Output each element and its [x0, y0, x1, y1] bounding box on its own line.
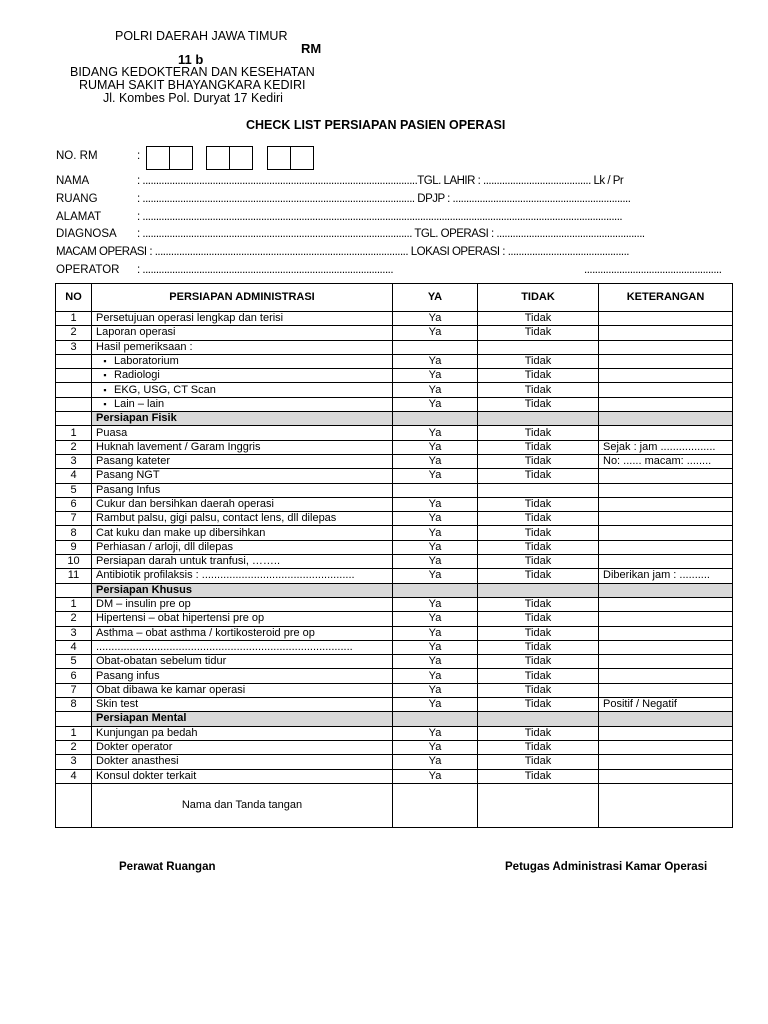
- signature-tidak-cell[interactable]: [478, 783, 599, 827]
- row-item-text: EKG, USG, CT Scan: [114, 383, 216, 396]
- table-row: [56, 326, 733, 340]
- row-ya-option[interactable]: Ya: [393, 454, 478, 468]
- row-tidak-option[interactable]: Tidak: [478, 426, 599, 440]
- row-item: [92, 354, 393, 368]
- row-tidak-option[interactable]: Tidak: [478, 597, 599, 611]
- diagnosa-label: DIAGNOSA: [56, 228, 117, 240]
- row-tidak-option[interactable]: Tidak: [478, 555, 599, 569]
- row-keterangan[interactable]: [599, 526, 733, 540]
- table-row: [56, 540, 733, 554]
- row-keterangan[interactable]: [599, 555, 733, 569]
- nama-value[interactable]: : ......................................................................................................TGL. LAHIR : ........................................ Lk / Pr: [137, 175, 624, 187]
- row-item: [92, 626, 393, 640]
- row-no: 1: [56, 597, 92, 611]
- row-tidak-option[interactable]: [478, 483, 599, 497]
- header-no: NO: [56, 284, 92, 312]
- row-tidak-option[interactable]: Tidak: [478, 526, 599, 540]
- table-row: [56, 726, 733, 740]
- row-item: [92, 312, 393, 326]
- row-tidak-option[interactable]: Tidak: [478, 397, 599, 411]
- row-tidak-option[interactable]: Tidak: [478, 383, 599, 397]
- row-item: [92, 597, 393, 611]
- row-item-text: Radiologi: [114, 369, 160, 382]
- row-item-text: Antibiotik profilaksis : ..................................................: [96, 569, 355, 582]
- section-ket-cell: [599, 412, 733, 426]
- table-row: [56, 555, 733, 569]
- table-row: [56, 698, 733, 712]
- row-tidak-option[interactable]: Tidak: [478, 740, 599, 754]
- row-tidak-option[interactable]: Tidak: [478, 497, 599, 511]
- row-ya-option[interactable]: Ya: [393, 597, 478, 611]
- signature-label: Nama dan Tanda tangan: [92, 783, 393, 827]
- row-no: 3: [56, 626, 92, 640]
- no-rm-label: NO. RM: [56, 150, 98, 162]
- field-macam-operasi[interactable]: [56, 246, 732, 262]
- row-ya-option[interactable]: Ya: [393, 683, 478, 697]
- row-ya-option[interactable]: Ya: [393, 469, 478, 483]
- table-row: [56, 440, 733, 454]
- row-item-text: Konsul dokter terkait: [96, 769, 197, 782]
- row-no: 1: [56, 312, 92, 326]
- table-row: [56, 454, 733, 468]
- row-ya-option[interactable]: Ya: [393, 497, 478, 511]
- row-keterangan[interactable]: [599, 497, 733, 511]
- org-name-bidang: BIDANG KEDOKTERAN DAN KESEHATAN: [70, 65, 315, 79]
- row-item-text: Obat dibawa ke kamar operasi: [96, 683, 246, 696]
- row-no: 2: [56, 440, 92, 454]
- table-row: [56, 683, 733, 697]
- rm-box-group-3[interactable]: [267, 146, 314, 170]
- row-item-text: Pasang infus: [96, 669, 160, 682]
- row-item-text: Pasang NGT: [96, 469, 160, 482]
- row-tidak-option[interactable]: Tidak: [478, 612, 599, 626]
- row-item: [92, 454, 393, 468]
- section-no-cell: [56, 412, 92, 426]
- section-no-cell: [56, 583, 92, 597]
- section-ya-cell: [393, 412, 478, 426]
- table-row: [56, 497, 733, 511]
- row-tidak-option[interactable]: Tidak: [478, 769, 599, 783]
- row-item-text: Pasang kateter: [96, 455, 170, 468]
- row-no: 8: [56, 526, 92, 540]
- row-item-text: Pasang Infus: [96, 483, 161, 496]
- row-keterangan[interactable]: [599, 540, 733, 554]
- row-keterangan[interactable]: [599, 683, 733, 697]
- row-keterangan[interactable]: [599, 640, 733, 654]
- row-no: 6: [56, 669, 92, 683]
- row-tidak-option[interactable]: Tidak: [478, 512, 599, 526]
- row-item: [92, 326, 393, 340]
- row-no: [56, 354, 92, 368]
- bullet-icon: ▪: [103, 384, 107, 395]
- row-keterangan[interactable]: [599, 397, 733, 411]
- row-item: [92, 683, 393, 697]
- signature-ya-cell[interactable]: [393, 783, 478, 827]
- rm-box-group-2[interactable]: [206, 146, 253, 170]
- section-ket-cell: [599, 712, 733, 726]
- row-keterangan[interactable]: [599, 340, 733, 354]
- row-keterangan[interactable]: [599, 755, 733, 769]
- table-row: [56, 354, 733, 368]
- row-tidak-option[interactable]: Tidak: [478, 440, 599, 454]
- row-keterangan[interactable]: [599, 369, 733, 383]
- row-item: [92, 383, 393, 397]
- row-item: [92, 655, 393, 669]
- row-item: [92, 440, 393, 454]
- row-item-text: Hipertensi – obat hipertensi pre op: [96, 612, 265, 625]
- row-item: [92, 669, 393, 683]
- row-no: 7: [56, 683, 92, 697]
- row-tidak-option[interactable]: Tidak: [478, 698, 599, 712]
- section-ya-cell: [393, 583, 478, 597]
- alamat-label: ALAMAT: [56, 211, 102, 223]
- row-item: [92, 426, 393, 440]
- operator-value[interactable]: : .............................................................................................: [137, 264, 394, 276]
- row-tidak-option[interactable]: Tidak: [478, 369, 599, 383]
- row-item-text: Dokter operator: [96, 741, 173, 754]
- row-keterangan[interactable]: [599, 512, 733, 526]
- table-row: [56, 769, 733, 783]
- row-keterangan[interactable]: [599, 383, 733, 397]
- section-header-row: [56, 583, 733, 597]
- row-ya-option[interactable]: Ya: [393, 369, 478, 383]
- row-no: 4: [56, 469, 92, 483]
- row-item: [92, 483, 393, 497]
- checklist-table: [55, 283, 733, 828]
- row-keterangan[interactable]: [599, 312, 733, 326]
- row-tidak-option[interactable]: Tidak: [478, 640, 599, 654]
- row-item: [92, 740, 393, 754]
- row-tidak-option[interactable]: Tidak: [478, 326, 599, 340]
- row-item: [92, 540, 393, 554]
- row-no: [56, 397, 92, 411]
- table-header-row: [56, 284, 733, 312]
- alamat-value[interactable]: : ..................................................................................................................................................................................: [137, 211, 623, 223]
- row-keterangan[interactable]: No: ...... macam: ........: [599, 454, 733, 468]
- row-ya-option[interactable]: Ya: [393, 555, 478, 569]
- table-row: [56, 397, 733, 411]
- row-tidak-option[interactable]: Tidak: [478, 540, 599, 554]
- rm-box-group-1[interactable]: [146, 146, 193, 170]
- row-item: [92, 469, 393, 483]
- field-nama[interactable]: [56, 175, 732, 191]
- table-row: [56, 426, 733, 440]
- header-persiapan: PERSIAPAN ADMINISTRASI: [92, 284, 393, 312]
- section-header-row: [56, 412, 733, 426]
- row-no: 5: [56, 483, 92, 497]
- row-tidak-option[interactable]: Tidak: [478, 726, 599, 740]
- signature-row: [56, 783, 733, 827]
- row-item-text: Cukur dan bersihkan daerah operasi: [96, 498, 274, 510]
- row-no: 4: [56, 769, 92, 783]
- row-no: 9: [56, 540, 92, 554]
- section-title: Persiapan Khusus: [92, 583, 393, 597]
- row-keterangan[interactable]: [599, 426, 733, 440]
- rm-label: RM: [301, 41, 322, 56]
- rm-number: 11 b: [178, 52, 204, 67]
- table-row: [56, 469, 733, 483]
- row-keterangan[interactable]: [599, 655, 733, 669]
- bullet-icon: ▪: [103, 398, 107, 409]
- row-item-text: Puasa: [96, 426, 128, 439]
- row-ya-option[interactable]: Ya: [393, 426, 478, 440]
- section-title: Persiapan Mental: [92, 712, 393, 726]
- row-keterangan[interactable]: [599, 740, 733, 754]
- row-item: [92, 640, 393, 654]
- row-ya-option[interactable]: Ya: [393, 740, 478, 754]
- row-no: 2: [56, 612, 92, 626]
- row-no: 2: [56, 740, 92, 754]
- page-title: CHECK LIST PERSIAPAN PASIEN OPERASI: [246, 118, 506, 132]
- operator-label: OPERATOR: [56, 264, 120, 276]
- row-ya-option[interactable]: Ya: [393, 512, 478, 526]
- row-ya-option[interactable]: Ya: [393, 626, 478, 640]
- footer-perawat: Perawat Ruangan: [119, 861, 216, 873]
- table-row: [56, 383, 733, 397]
- row-ya-option[interactable]: Ya: [393, 755, 478, 769]
- diagnosa-value[interactable]: : .................................................................................................... TGL. OPERASI : .......................................................: [137, 228, 645, 240]
- row-item: [92, 755, 393, 769]
- row-tidak-option[interactable]: Tidak: [478, 454, 599, 468]
- table-row: [56, 369, 733, 383]
- table-row: [56, 340, 733, 354]
- row-item-text: Hasil pemeriksaan :: [96, 340, 193, 353]
- row-tidak-option[interactable]: Tidak: [478, 312, 599, 326]
- table-row: [56, 569, 733, 583]
- footer-petugas: Petugas Administrasi Kamar Operasi: [505, 861, 708, 873]
- row-no: 3: [56, 755, 92, 769]
- row-item: [92, 612, 393, 626]
- ruang-value[interactable]: : ..................................................................................................... DPJP : ..................................................................: [137, 193, 631, 205]
- bullet-icon: ▪: [103, 370, 107, 381]
- table-row: [56, 483, 733, 497]
- row-item: [92, 397, 393, 411]
- section-ket-cell: [599, 583, 733, 597]
- row-tidak-option[interactable]: Tidak: [478, 354, 599, 368]
- section-header-row: [56, 712, 733, 726]
- row-ya-option[interactable]: Ya: [393, 669, 478, 683]
- row-ya-option[interactable]: [393, 340, 478, 354]
- row-item-text: Rambut palsu, gigi palsu, contact lens, dll dilepas: [96, 512, 337, 525]
- row-tidak-option[interactable]: Tidak: [478, 683, 599, 697]
- table-row: [56, 655, 733, 669]
- row-keterangan[interactable]: [599, 469, 733, 483]
- row-no: 4: [56, 640, 92, 654]
- row-item-text: ....................................................................................: [96, 640, 353, 653]
- row-ya-option[interactable]: Ya: [393, 769, 478, 783]
- row-keterangan[interactable]: Sejak : jam ..................: [599, 440, 733, 454]
- row-keterangan[interactable]: [599, 726, 733, 740]
- row-tidak-option[interactable]: Tidak: [478, 469, 599, 483]
- table-row: [56, 740, 733, 754]
- row-no: 3: [56, 340, 92, 354]
- field-ruang[interactable]: [56, 193, 732, 209]
- row-no: [56, 383, 92, 397]
- row-ya-option[interactable]: Ya: [393, 526, 478, 540]
- bullet-icon: ▪: [103, 356, 107, 367]
- row-no: 3: [56, 454, 92, 468]
- row-item: [92, 555, 393, 569]
- section-title: Persiapan Fisik: [92, 412, 393, 426]
- row-no: 1: [56, 426, 92, 440]
- row-item: [92, 769, 393, 783]
- row-item-text: DM – insulin pre op: [96, 598, 191, 611]
- row-keterangan[interactable]: [599, 597, 733, 611]
- row-item-text: Kunjungan pa bedah: [96, 726, 198, 739]
- section-ya-cell: [393, 712, 478, 726]
- row-ya-option[interactable]: Ya: [393, 612, 478, 626]
- field-operator[interactable]: [56, 264, 732, 280]
- org-name-hospital: RUMAH SAKIT BHAYANGKARA KEDIRI: [79, 78, 306, 92]
- row-tidak-option[interactable]: Tidak: [478, 669, 599, 683]
- row-no: 2: [56, 326, 92, 340]
- nama-label: NAMA: [56, 175, 90, 187]
- header-keterangan: KETERANGAN: [599, 284, 733, 312]
- table-row: [56, 669, 733, 683]
- field-diagnosa[interactable]: [56, 228, 732, 244]
- row-no: [56, 369, 92, 383]
- table-row: [56, 526, 733, 540]
- macam-operasi-line[interactable]: MACAM OPERASI : .............................................................................................. LOKASI OPERASI : .............................................: [56, 246, 629, 258]
- table-row: [56, 640, 733, 654]
- row-keterangan[interactable]: [599, 612, 733, 626]
- row-ya-option[interactable]: Ya: [393, 397, 478, 411]
- row-tidak-option[interactable]: Tidak: [478, 626, 599, 640]
- row-keterangan[interactable]: [599, 326, 733, 340]
- row-item-text: Laporan operasi: [96, 326, 176, 339]
- row-item: [92, 369, 393, 383]
- row-ya-option[interactable]: Ya: [393, 312, 478, 326]
- row-keterangan[interactable]: [599, 626, 733, 640]
- row-ya-option[interactable]: Ya: [393, 383, 478, 397]
- row-no: 11: [56, 569, 92, 583]
- row-no: 10: [56, 555, 92, 569]
- row-ya-option[interactable]: Ya: [393, 698, 478, 712]
- row-item-text: Cat kuku dan make up dibersihkan: [96, 526, 266, 539]
- signature-ket-cell[interactable]: [599, 783, 733, 827]
- row-no: 5: [56, 655, 92, 669]
- row-ya-option[interactable]: Ya: [393, 326, 478, 340]
- row-item-text: Persiapan darah untuk tranfusi, ……..: [96, 555, 281, 568]
- row-tidak-option[interactable]: Tidak: [478, 655, 599, 669]
- table-row: [56, 312, 733, 326]
- row-tidak-option[interactable]: [478, 340, 599, 354]
- row-item: [92, 512, 393, 526]
- row-ya-option[interactable]: [393, 483, 478, 497]
- row-keterangan[interactable]: Diberikan jam : ..........: [599, 569, 733, 583]
- row-item: [92, 569, 393, 583]
- row-item-text: Perhiasan / arloji, dll dilepas: [96, 540, 233, 553]
- row-item: [92, 526, 393, 540]
- row-tidak-option[interactable]: Tidak: [478, 569, 599, 583]
- table-row: [56, 612, 733, 626]
- row-ya-option[interactable]: Ya: [393, 726, 478, 740]
- row-item-text: Dokter anasthesi: [96, 755, 179, 768]
- header-ya: YA: [393, 284, 478, 312]
- row-keterangan[interactable]: [599, 769, 733, 783]
- row-item: [92, 726, 393, 740]
- section-tidak-cell: [478, 712, 599, 726]
- row-item-text: Obat-obatan sebelum tidur: [96, 655, 227, 668]
- row-item-text: Huknah lavement / Garam Inggris: [96, 440, 261, 453]
- section-no-cell: [56, 712, 92, 726]
- operator-right-line[interactable]: ...................................................: [584, 264, 722, 276]
- row-ya-option[interactable]: Ya: [393, 540, 478, 554]
- table-row: [56, 597, 733, 611]
- row-item: [92, 698, 393, 712]
- table-row: [56, 626, 733, 640]
- row-ya-option[interactable]: Ya: [393, 569, 478, 583]
- row-ya-option[interactable]: Ya: [393, 640, 478, 654]
- row-no: 1: [56, 726, 92, 740]
- row-no: 6: [56, 497, 92, 511]
- row-no: 7: [56, 512, 92, 526]
- signature-no-cell: [56, 783, 92, 827]
- row-tidak-option[interactable]: Tidak: [478, 755, 599, 769]
- ruang-label: RUANG: [56, 193, 98, 205]
- row-keterangan[interactable]: [599, 669, 733, 683]
- no-rm-colon: :: [137, 150, 141, 162]
- org-address: Jl. Kombes Pol. Duryat 17 Kediri: [103, 91, 283, 105]
- table-row: [56, 512, 733, 526]
- row-item: [92, 497, 393, 511]
- row-ya-option[interactable]: Ya: [393, 354, 478, 368]
- row-ya-option[interactable]: Ya: [393, 655, 478, 669]
- row-no: 8: [56, 698, 92, 712]
- row-item-text: Persetujuan operasi lengkap dan terisi: [96, 312, 284, 325]
- header-tidak: TIDAK: [478, 284, 599, 312]
- row-keterangan[interactable]: [599, 354, 733, 368]
- section-tidak-cell: [478, 412, 599, 426]
- org-name-polri: POLRI DAERAH JAWA TIMUR: [115, 29, 288, 43]
- row-item-text: Skin test: [96, 698, 139, 711]
- section-tidak-cell: [478, 583, 599, 597]
- row-keterangan[interactable]: Positif / Negatif: [599, 698, 733, 712]
- row-item-text: Lain – lain: [114, 397, 165, 410]
- row-item: [92, 340, 393, 354]
- row-item-text: Asthma – obat asthma / kortikosteroid pre op: [96, 626, 315, 639]
- row-item-text: Laboratorium: [114, 355, 179, 368]
- field-alamat[interactable]: [56, 211, 732, 227]
- table-row: [56, 755, 733, 769]
- row-ya-option[interactable]: Ya: [393, 440, 478, 454]
- row-keterangan[interactable]: [599, 483, 733, 497]
